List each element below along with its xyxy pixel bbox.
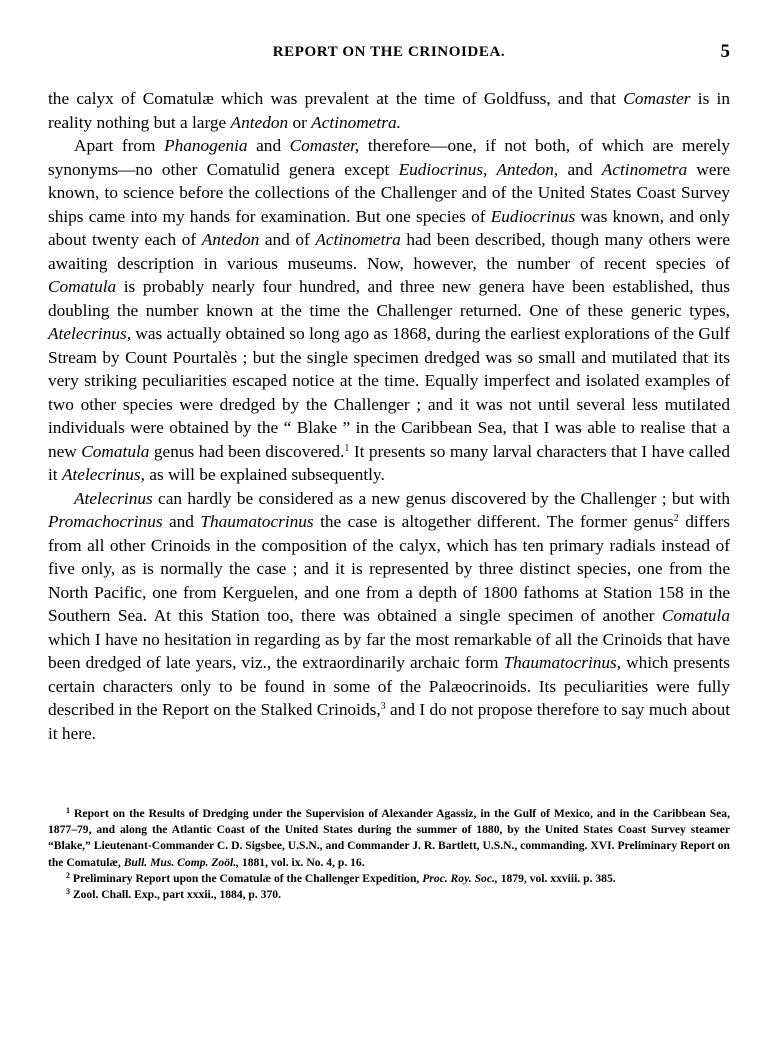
footnote-ref-1: 1: [344, 442, 350, 454]
footnote-ref-2: 2: [673, 513, 679, 524]
paragraph-2: Apart from Phanogenia and Comaster, therefore—one, if not both, of which are merely synonyms—no other Comatulid genera except Eudiocrinus, Antedon, and Actinometra were known, to science before the collections of the Challenger and of the United States Coast Survey ships came into my hands for examination. But one species of Eudiocrinus was known, and only about twenty each of Antedon and of Actinometra had been described, though many others were awaiting description in various museums. Now, however, the number of recent species of Comatula is probably nearly four hundred, and three new genera have been established, thus doubling the number known at the time the Challenger returned. One of these generic types, Atelecrinus, was actually obtained so long ago as 1868, during the earliest explorations of the Gulf Stream by Count Pourtalès ; but the single specimen dredged was so small and mutilated that its very striking peculiarities escaped notice at the time. Equally imperfect and isolated examples of two other species were dredged by the Challenger ; and it was not until several less mutilated individuals were obtained by the “ Blake ” in the Caribbean Sea, that I was able to realise that a new Comatula genus had been discovered.$^1$ It presents so many larval characters that I have called it Atelecrinus, as will be explained subsequently.: [48, 136, 731, 484]
paragraph-3: Atelecrinus can hardly be considered as a new genus discovered by the Challenger ; but with Promachocrinus and Thaumatocrinus the case is altogether different. The former genus$^2$ differs from all other Crinoids in the composition of the calyx, which has ten primary radials instead of five only, as is normally the case ; and it is represented by three distinct species, one from the North Pacific, one from Kerguelen, and one from a depth of 1800 fathoms at Station 158 in the Southern Sea. At this Station too, there was obtained a single specimen of another Comatula which I have no hesitation in regarding as by far the most remarkable of all the Crinoids that have been dredged of late years, viz., the extraordinarily archaic form Thaumatocrinus, which presents certain characters only to be found in some of the Palæocrinoids. Its peculiarities were fully described in the Report on the Stalked Crinoids,$^3$ and I do not propose therefore to say much about it here.: [48, 488, 731, 743]
footnote-ref-3: 3: [380, 701, 386, 712]
footnote-2: $^2$ Preliminary Report upon the Comatulæ of the Challenger Expedition, Proc. Roy. Soc., 1879, vol. xxviii. p. 385.: [66, 870, 616, 885]
footnote-3: $^3$ Zool. Chall. Exp., part xxxii., 1884, p. 370.: [66, 887, 281, 902]
paragraph-1: the calyx of Comatulæ which was prevalent at the time of Goldfuss, and that Comaster is in reality nothing but a large Antedon or Actinometra.: [48, 89, 731, 132]
running-head-title: REPORT ON THE CRINOIDEA.: [272, 44, 506, 60]
footnote-1: $^1$ Report on the Results of Dredging under the Supervision of Alexander Agassiz, in the Gulf of Mexico, and in the Caribbean Sea, 1877–79, and along the Atlantic Coast of the United States during the summer of 1880, by the United States Coast Survey steamer “Blake,” Lieutenant-Commander C. D. Sigsbee, U.S.N., and Commander J. R. Bartlett, U.S.N., commanding. XVI. Preliminary Report on the Comatulæ, Bull. Mus. Comp. Zoöl., 1881, vol. ix. No. 4, p. 16.: [48, 806, 730, 869]
body-text: [48, 87, 730, 745]
page-number: 5: [720, 41, 730, 62]
footnotes: [48, 806, 730, 903]
running-head: [48, 41, 730, 70]
